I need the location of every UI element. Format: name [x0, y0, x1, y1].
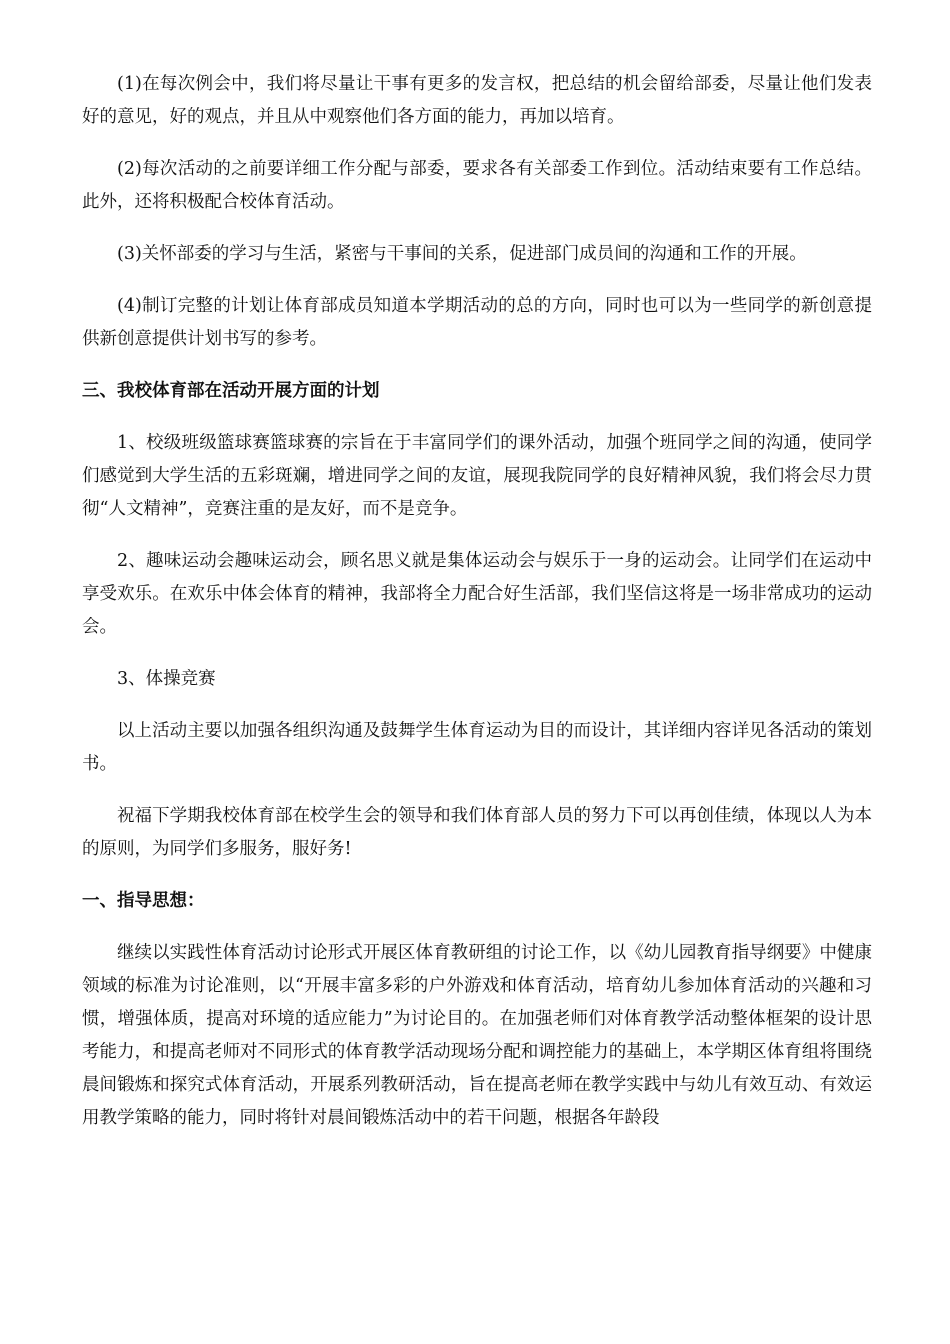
- paragraph-fun-sports: 2、趣味运动会趣味运动会，顾名思义就是集体运动会与娱乐于一身的运动会。让同学们在运动中享受欢乐。在欢乐中体会体育的精神，我部将全力配合好生活部，我们坚信这将是一场非常成功的运动会。: [82, 551, 872, 637]
- document-page: [82, 68, 872, 1154]
- section-heading-1: 一、指导思想：: [82, 891, 205, 911]
- paragraph-guiding-thought: 继续以实践性体育活动讨论形式开展区体育教研组的讨论工作，以《幼儿园教育指导纲要》中健康领域的标准为讨论准则，以“开展丰富多彩的户外游戏和体育活动，培育幼儿参加体育活动的兴趣和习惯，增强体质，提高对环境的适应能力”为讨论目的。在加强老师们对体育教学活动整体框架的设计思考能力，和提高老师对不同形式的体育教学活动现场分配和调控能力的基础上，本学期区体育组将围绕晨间锻炼和探究式体育活动，开展系列教研活动，旨在提高老师在教学实践中与幼儿有效互动、有效运用教学策略的能力，同时将针对晨间锻炼活动中的若干问题，根据各年龄段: [82, 943, 872, 1128]
- paragraph-item-1: (1)在每次例会中，我们将尽量让干事有更多的发言权，把总结的机会留给部委，尽量让他们发表好的意见，好的观点，并且从中观察他们各方面的能力，再加以培育。: [82, 74, 872, 127]
- paragraph-basketball: 1、校级班级篮球赛篮球赛的宗旨在于丰富同学们的课外活动，加强个班同学之间的沟通，使同学们感觉到大学生活的五彩斑斓，增进同学之间的友谊，展现我院同学的良好精神风貌，我们将会尽力贯彻“人文精神”，竞赛注重的是友好，而不是竞争。: [82, 433, 872, 519]
- paragraph-item-4: (4)制订完整的计划让体育部成员知道本学期活动的总的方向，同时也可以为一些同学的新创意提供新创意提供计划书写的参考。: [82, 296, 872, 349]
- section-heading-3: 三、我校体育部在活动开展方面的计划: [82, 381, 380, 401]
- paragraph-summary: 以上活动主要以加强各组织沟通及鼓舞学生体育运动为目的而设计，其详细内容详见各活动的策划书。: [82, 721, 872, 774]
- paragraph-wishes: 祝福下学期我校体育部在校学生会的领导和我们体育部人员的努力下可以再创佳绩，体现以人为本的原则，为同学们多服务，服好务!: [82, 806, 872, 859]
- paragraph-item-2: (2)每次活动的之前要详细工作分配与部委，要求各有关部委工作到位。活动结束要有工作总结。此外，还将积极配合校体育活动。: [82, 159, 872, 212]
- paragraph-item-3: (3)关怀部委的学习与生活，紧密与干事间的关系，促进部门成员间的沟通和工作的开展。: [117, 244, 807, 264]
- paragraph-gymnastics: 3、体操竞赛: [117, 669, 216, 689]
